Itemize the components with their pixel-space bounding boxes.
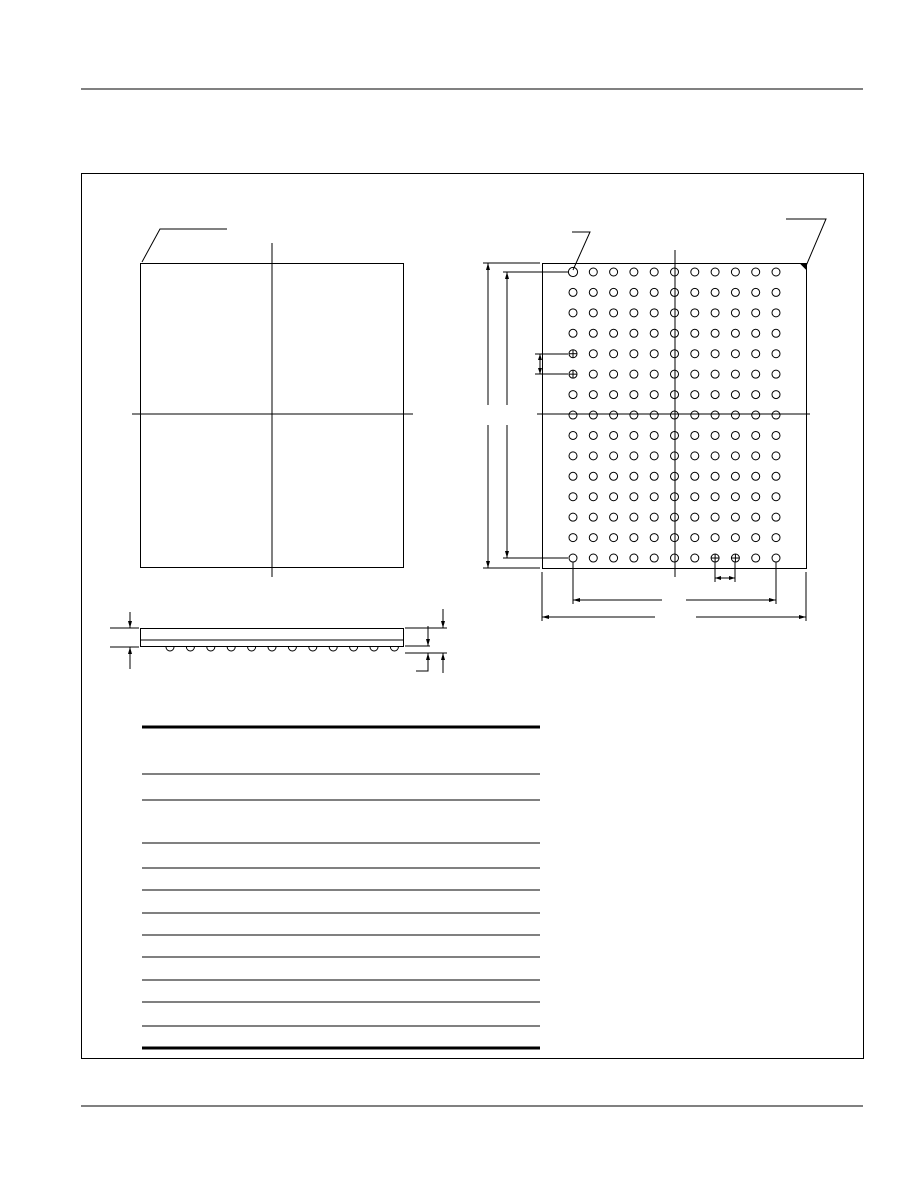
solder-ball [589,452,597,460]
solder-ball [691,493,699,501]
solder-ball [650,350,658,358]
side-view-ball [309,647,317,651]
solder-ball [772,554,780,562]
solder-ball [731,431,739,439]
solder-ball [731,513,739,521]
side-view-ball [227,647,235,651]
solder-ball [711,329,719,337]
solder-ball [650,370,658,378]
solder-ball [691,452,699,460]
solder-ball [691,350,699,358]
solder-ball [772,472,780,480]
solder-ball [589,329,597,337]
solder-ball [650,472,658,480]
solder-ball [569,411,577,419]
solder-ball [772,411,780,419]
solder-ball [752,513,760,521]
solder-ball [569,554,577,562]
solder-ball [772,329,780,337]
solder-ball [731,472,739,480]
solder-ball [610,288,618,296]
side-view [110,609,447,673]
solder-ball [711,472,719,480]
solder-ball [752,554,760,562]
solder-ball [589,513,597,521]
dimension-table [142,727,540,1048]
solder-ball [589,431,597,439]
solder-ball [711,391,719,399]
solder-ball [752,472,760,480]
side-view-ball [350,647,358,651]
solder-ball [731,391,739,399]
side-view-ball [288,647,296,651]
solder-ball [630,391,638,399]
solder-ball [772,452,780,460]
solder-ball [711,309,719,317]
dim-line-standoff [416,653,428,671]
solder-ball [691,329,699,337]
solder-ball [752,309,760,317]
solder-ball [650,534,658,542]
solder-ball [731,493,739,501]
solder-ball [731,309,739,317]
side-view-ball-row [166,647,398,651]
solder-ball [589,268,597,276]
solder-ball [569,493,577,501]
solder-ball [650,493,658,501]
solder-ball [691,268,699,276]
solder-ball [610,391,618,399]
solder-ball [731,534,739,542]
solder-ball [772,268,780,276]
solder-ball [772,431,780,439]
solder-ball [772,534,780,542]
solder-ball [589,391,597,399]
solder-ball [650,452,658,460]
ball-grid [568,267,780,562]
solder-ball [731,288,739,296]
solder-ball [711,513,719,521]
solder-ball [610,431,618,439]
solder-ball [569,452,577,460]
side-view-ball [390,647,398,651]
side-view-ball [186,647,194,651]
solder-ball [691,288,699,296]
solder-ball [731,329,739,337]
solder-ball [630,268,638,276]
solder-ball [650,268,658,276]
solder-ball [772,493,780,501]
solder-ball [569,288,577,296]
solder-ball [650,513,658,521]
solder-ball [589,554,597,562]
solder-ball [610,411,618,419]
solder-ball [752,370,760,378]
corner-leader [786,219,826,266]
solder-ball [569,309,577,317]
solder-ball [691,411,699,419]
solder-ball [691,472,699,480]
solder-ball [569,534,577,542]
solder-ball [711,431,719,439]
solder-ball [630,554,638,562]
solder-ball [711,411,719,419]
solder-ball [569,513,577,521]
solder-ball [630,309,638,317]
solder-ball [650,288,658,296]
solder-ball [711,268,719,276]
side-view-ball [166,647,174,651]
pin1-leader [142,229,227,262]
solder-ball [711,350,719,358]
solder-ball [650,329,658,337]
solder-ball [630,350,638,358]
top-view [132,229,413,577]
solder-ball [589,534,597,542]
solder-ball [589,370,597,378]
solder-ball [589,309,597,317]
solder-ball [650,309,658,317]
side-view-ball [329,647,337,651]
solder-ball [691,534,699,542]
solder-ball [711,288,719,296]
solder-ball [772,350,780,358]
solder-ball [610,350,618,358]
solder-ball [630,329,638,337]
solder-ball [630,431,638,439]
solder-ball [630,370,638,378]
solder-ball [650,431,658,439]
solder-ball [752,411,760,419]
solder-ball [650,391,658,399]
solder-ball [610,452,618,460]
solder-ball [630,288,638,296]
side-view-ball [207,647,215,651]
solder-ball [752,268,760,276]
solder-ball [630,493,638,501]
solder-ball [752,350,760,358]
solder-ball [731,268,739,276]
solder-ball [752,534,760,542]
solder-ball [569,431,577,439]
solder-ball [772,288,780,296]
table-row-rules [142,774,540,1026]
solder-ball [569,329,577,337]
solder-ball [731,411,739,419]
solder-ball [752,288,760,296]
solder-ball [752,452,760,460]
corner-index-mark [801,264,806,269]
solder-ball [610,513,618,521]
solder-ball [610,309,618,317]
solder-ball [610,493,618,501]
solder-ball [752,329,760,337]
solder-ball [650,411,658,419]
solder-ball [691,513,699,521]
solder-ball [772,370,780,378]
solder-ball [610,329,618,337]
ball-a1-leader [572,232,590,270]
solder-ball [772,391,780,399]
solder-ball [589,493,597,501]
solder-ball [691,309,699,317]
side-view-ball [248,647,256,651]
solder-ball [691,554,699,562]
solder-ball [772,513,780,521]
solder-ball [731,350,739,358]
solder-ball [752,431,760,439]
side-view-ball [370,647,378,651]
solder-ball [731,370,739,378]
solder-ball [630,513,638,521]
side-view-body [141,629,404,647]
solder-ball [630,411,638,419]
solder-ball [711,493,719,501]
solder-ball [630,452,638,460]
solder-ball [610,472,618,480]
solder-ball [610,268,618,276]
side-view-ball [268,647,276,651]
solder-ball [691,391,699,399]
solder-ball [589,411,597,419]
solder-ball [610,370,618,378]
solder-ball [650,554,658,562]
solder-ball [589,350,597,358]
solder-ball [691,431,699,439]
solder-ball [752,493,760,501]
solder-ball [731,452,739,460]
solder-ball [569,472,577,480]
solder-ball [569,391,577,399]
solder-ball [610,554,618,562]
solder-ball [691,370,699,378]
solder-ball [711,534,719,542]
solder-ball [589,472,597,480]
solder-ball [630,472,638,480]
solder-ball [589,288,597,296]
solder-ball [610,534,618,542]
drawing-frame [82,174,864,1059]
solder-ball [772,309,780,317]
bottom-view [483,219,826,621]
solder-ball [752,391,760,399]
solder-ball [711,452,719,460]
solder-ball [711,370,719,378]
solder-ball [630,534,638,542]
